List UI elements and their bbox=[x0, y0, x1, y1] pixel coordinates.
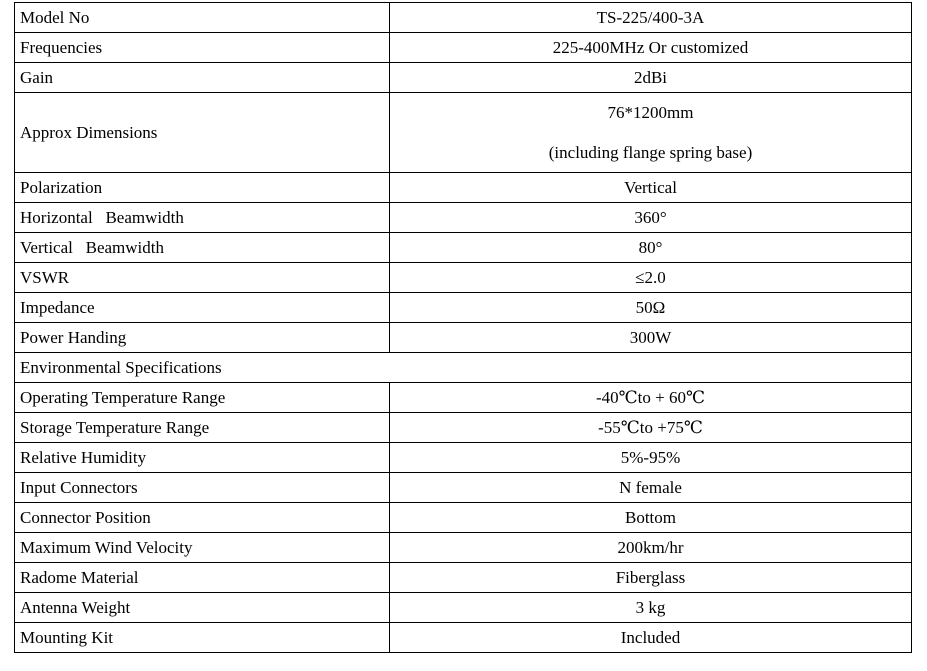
row-label: Approx Dimensions bbox=[15, 93, 390, 173]
table-row bbox=[15, 63, 912, 93]
row-label: Horizontal Beamwidth bbox=[15, 203, 390, 233]
row-value: 200km/hr bbox=[390, 533, 912, 563]
row-label: Relative Humidity bbox=[15, 443, 390, 473]
row-label: Impedance bbox=[15, 293, 390, 323]
row-label: Vertical Beamwidth bbox=[15, 233, 390, 263]
table-row bbox=[15, 443, 912, 473]
table-row bbox=[15, 263, 912, 293]
table-row bbox=[15, 383, 912, 413]
row-value: 80° bbox=[390, 233, 912, 263]
section-header: Environmental Specifications bbox=[15, 353, 912, 383]
row-value: N female bbox=[390, 473, 912, 503]
row-label: Input Connectors bbox=[15, 473, 390, 503]
row-value: 2dBi bbox=[390, 63, 912, 93]
row-value: 5%-95% bbox=[390, 443, 912, 473]
row-label: Operating Temperature Range bbox=[15, 383, 390, 413]
row-value: -55℃to +75℃ bbox=[390, 413, 912, 443]
row-label: Radome Material bbox=[15, 563, 390, 593]
table-row bbox=[15, 3, 912, 33]
row-label: Frequencies bbox=[15, 33, 390, 63]
antenna-spec-table bbox=[14, 2, 912, 653]
row-value: 50Ω bbox=[390, 293, 912, 323]
row-value: Fiberglass bbox=[390, 563, 912, 593]
dimensions-note: (including flange spring base) bbox=[548, 142, 753, 162]
row-value: Included bbox=[390, 623, 912, 653]
row-value bbox=[390, 93, 912, 173]
table-row bbox=[15, 203, 912, 233]
section-header-row bbox=[15, 353, 912, 383]
row-label: Gain bbox=[15, 63, 390, 93]
row-value: 3 kg bbox=[390, 593, 912, 623]
table-row bbox=[15, 413, 912, 443]
table-row bbox=[15, 503, 912, 533]
row-value: ≤2.0 bbox=[390, 263, 912, 293]
row-value: -40℃to + 60℃ bbox=[390, 383, 912, 413]
table-row bbox=[15, 533, 912, 563]
row-label: Maximum Wind Velocity bbox=[15, 533, 390, 563]
table-row bbox=[15, 473, 912, 503]
table-row bbox=[15, 33, 912, 63]
table-row bbox=[15, 233, 912, 263]
row-label: Polarization bbox=[15, 173, 390, 203]
row-value: 360° bbox=[390, 203, 912, 233]
table-row bbox=[15, 563, 912, 593]
row-value: 225-400MHz Or customized bbox=[390, 33, 912, 63]
row-value: 300W bbox=[390, 323, 912, 353]
dimensions-value: 76*1200mm bbox=[607, 102, 694, 122]
row-label: Mounting Kit bbox=[15, 623, 390, 653]
row-label: Connector Position bbox=[15, 503, 390, 533]
row-value: Bottom bbox=[390, 503, 912, 533]
row-label: Antenna Weight bbox=[15, 593, 390, 623]
row-label: Power Handing bbox=[15, 323, 390, 353]
row-label: Model No bbox=[15, 3, 390, 33]
table-row bbox=[15, 593, 912, 623]
row-value: Vertical bbox=[390, 173, 912, 203]
row-label: Storage Temperature Range bbox=[15, 413, 390, 443]
table-row bbox=[15, 623, 912, 653]
row-label: VSWR bbox=[15, 263, 390, 293]
row-value: TS-225/400-3A bbox=[390, 3, 912, 33]
table-row bbox=[15, 173, 912, 203]
table-row bbox=[15, 93, 912, 173]
table-row bbox=[15, 293, 912, 323]
table-row bbox=[15, 323, 912, 353]
